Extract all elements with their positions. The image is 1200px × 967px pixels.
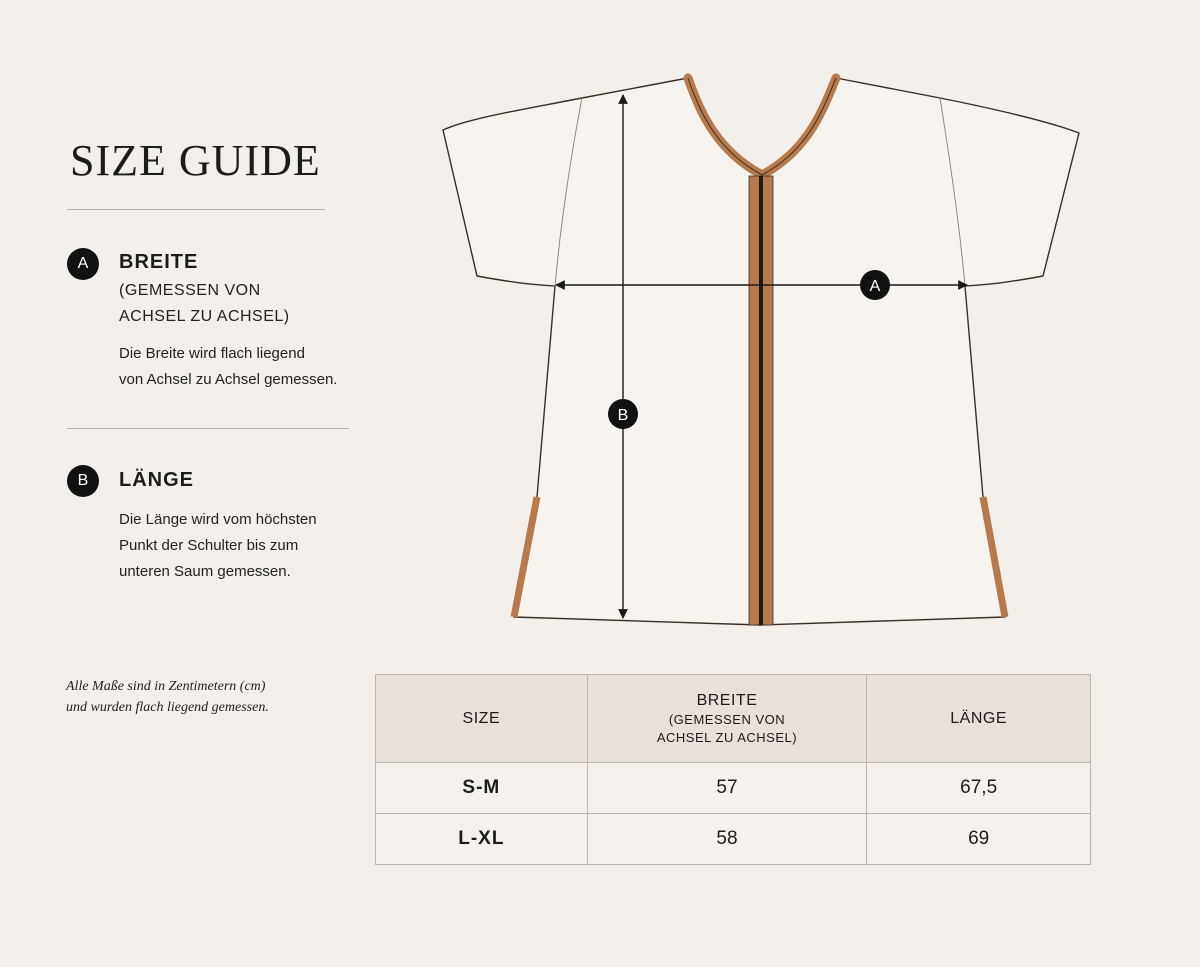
cell-laenge: 69 [867,814,1091,865]
header-breite-main: BREITE [696,691,758,709]
laenge-description-line3: unteren Saum gemessen. [119,563,291,580]
cell-breite: 58 [587,814,867,865]
breite-description-line1: Die Breite wird flach liegend [119,345,305,362]
breite-subtitle-line1: (GEMESSEN VON [119,282,261,299]
header-size: SIZE [376,675,588,763]
breite-subtitle-line2: ACHSEL ZU ACHSEL) [119,308,290,325]
table-row [376,763,1091,814]
laenge-description-line2: Punkt der Schulter bis zum [119,537,299,554]
header-laenge: LÄNGE [867,675,1091,763]
heading-breite: BREITE [119,251,199,273]
cell-size: L-XL [376,814,588,865]
page-title: SIZE GUIDE [70,136,321,185]
cell-laenge: 67,5 [867,763,1091,814]
header-breite-sub2: ACHSEL ZU ACHSEL) [656,729,798,745]
size-table [375,674,1091,865]
header-breite-sub1: (GEMESSEN VON [668,711,786,727]
header-breite [587,675,867,763]
cell-breite: 57 [587,763,867,814]
note-line2: und wurden flach liegend gemessen. [66,700,269,715]
marker-b-label: B [617,407,629,424]
breite-description-line2: von Achsel zu Achsel gemessen. [119,371,338,388]
note-line1: Alle Maße sind in Zentimetern (cm) [66,679,266,694]
laenge-description-line1: Die Länge wird vom höchsten [119,511,317,528]
badge-a: A [67,248,99,280]
table-header-row [376,675,1091,763]
measurement-note [66,676,269,718]
heading-laenge: LÄNGE [119,469,194,491]
table-row [376,814,1091,865]
marker-a-label: A [869,278,881,295]
badge-b: B [67,465,99,497]
cell-size: S-M [376,763,588,814]
